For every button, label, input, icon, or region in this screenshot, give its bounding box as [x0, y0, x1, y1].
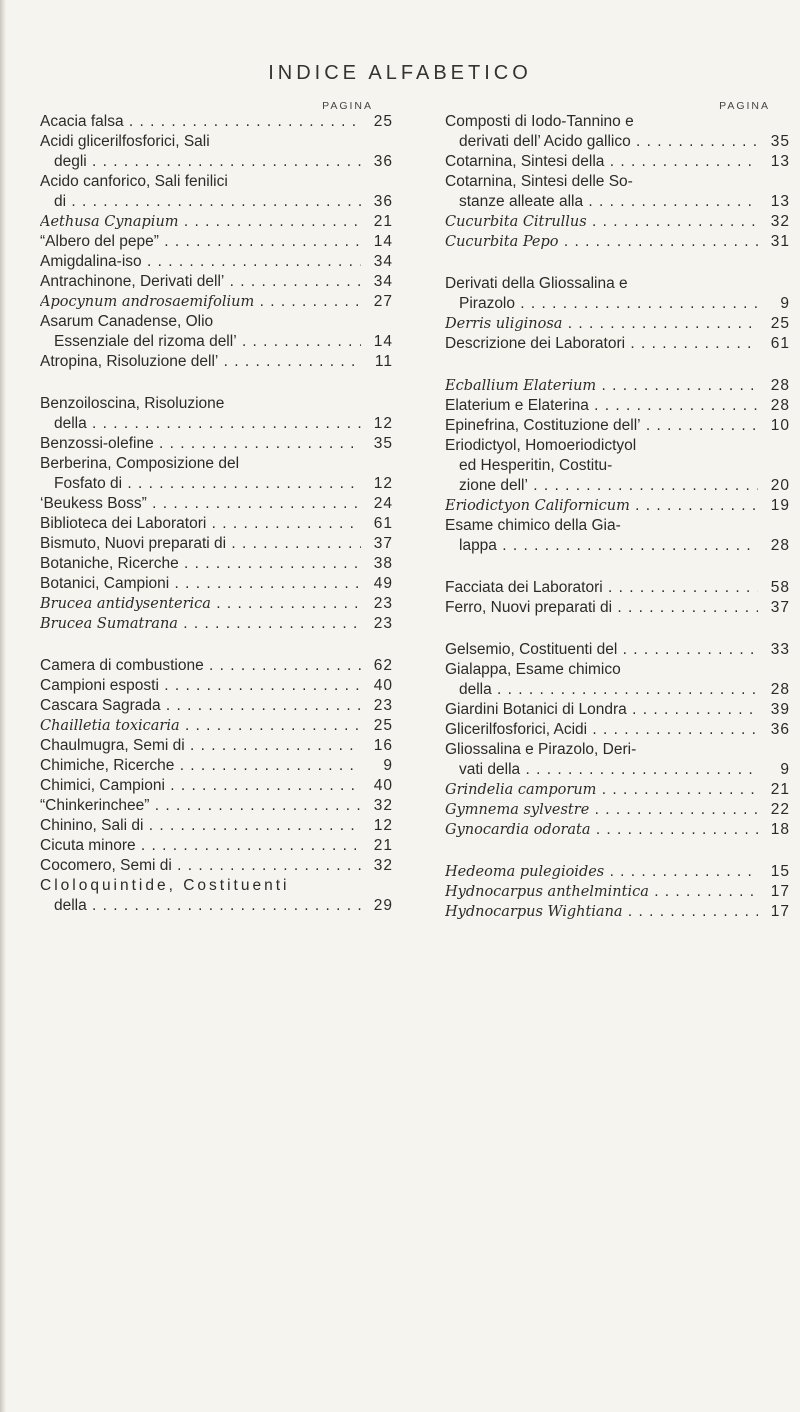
- page-edge-shadow: [0, 0, 6, 1412]
- index-entry-text: Gynocardia odorata . . .: [445, 820, 758, 840]
- page-number: 9: [758, 294, 790, 314]
- index-entry: [40, 696, 393, 716]
- index-entry: [40, 614, 393, 634]
- page-number: 27: [361, 292, 393, 312]
- page-number: 35: [361, 434, 393, 454]
- index-entry: [445, 274, 790, 314]
- index-entry: [445, 396, 790, 416]
- index-entry-text: Cascara Sagrada . . .: [40, 696, 361, 716]
- page-number: 38: [361, 554, 393, 574]
- index-entry-text: Hydnocarpus Wightiana . . .: [445, 902, 758, 922]
- page-number: 17: [758, 902, 790, 922]
- index-entry: [40, 454, 393, 494]
- index-entry-text: Derivati della Gliossalina e: [445, 275, 628, 292]
- index-entry-text: Chimici, Campioni . . .: [40, 776, 361, 796]
- page-number: 25: [361, 716, 393, 736]
- index-entry: [40, 232, 393, 252]
- page-number: 13: [758, 192, 790, 212]
- page-number: 19: [758, 496, 790, 516]
- index-entry-text: Chaulmugra, Semi di . . .: [40, 736, 361, 756]
- page-number: 34: [361, 252, 393, 272]
- index-entry-text: Chinino, Sali di . . .: [40, 816, 361, 836]
- index-entry-text: Bismuto, Nuovi preparati di . . .: [40, 534, 361, 554]
- index-entry-text: Gelsemio, Costituenti del . . .: [445, 640, 758, 660]
- index-entry-text: Cocomero, Semi di . . .: [40, 856, 361, 876]
- page-number: 28: [758, 536, 790, 556]
- index-entry: [445, 740, 790, 780]
- index-entry: [445, 152, 790, 172]
- index-entry: [445, 436, 790, 496]
- index-entry: [40, 132, 393, 172]
- index-entry: [445, 516, 790, 556]
- page-number: 32: [758, 212, 790, 232]
- index-entry-text: Eriodictyon Californicum . . .: [445, 496, 758, 516]
- page-number: 36: [758, 720, 790, 740]
- page-number: 25: [361, 112, 393, 132]
- index-entry: [445, 212, 790, 232]
- index-entry-text: di . . .: [40, 192, 361, 212]
- page-number: 21: [361, 212, 393, 232]
- index-entry-text: Cotarnina, Sintesi della . . .: [445, 152, 758, 172]
- index-entry-text: Fosfato di . . .: [40, 474, 361, 494]
- index-entry-text: Brucea antidysenterica . . .: [40, 594, 361, 614]
- index-entry: [40, 394, 393, 434]
- index-entry-text: Botanici, Campioni . . .: [40, 574, 361, 594]
- index-entry: [40, 292, 393, 312]
- page-number: 34: [361, 272, 393, 292]
- page-number: 17: [758, 882, 790, 902]
- page-number: 36: [361, 192, 393, 212]
- index-entry: [445, 112, 790, 152]
- index-entry: [445, 862, 790, 882]
- index-entry: [445, 700, 790, 720]
- page-number: 12: [361, 414, 393, 434]
- index-entry-text: Ecballium Elaterium . . .: [445, 376, 758, 396]
- index-entry: [40, 656, 393, 676]
- index-entry-text: Essenziale del rizoma dell’ . . .: [40, 332, 361, 352]
- index-entry-text: Cloloquintide, Costituenti: [40, 877, 290, 894]
- index-entry: [445, 334, 790, 354]
- index-entry-text: “Albero del pepe” . . .: [40, 232, 361, 252]
- index-entry-text: Grindelia camporum . . .: [445, 780, 758, 800]
- index-entry: [40, 736, 393, 756]
- index-entry-text: Cicuta minore . . .: [40, 836, 361, 856]
- index-entry: [40, 676, 393, 696]
- page-number: 29: [361, 896, 393, 916]
- index-entry: [445, 598, 790, 618]
- index-entry: [40, 212, 393, 232]
- page-number: 40: [361, 676, 393, 696]
- index-entry: [40, 756, 393, 776]
- index-entry: [40, 352, 393, 372]
- index-entry: [40, 816, 393, 836]
- page-number: 10: [758, 416, 790, 436]
- index-entry-text: della . . .: [445, 680, 758, 700]
- index-entry-text: Brucea Sumatrana . . .: [40, 614, 361, 634]
- index-entry: [445, 172, 790, 212]
- index-entry-text: zione dell’ . . .: [445, 476, 758, 496]
- page-number: 21: [361, 836, 393, 856]
- column-heading-pagina: PAGINA: [322, 100, 373, 112]
- index-entry: [445, 820, 790, 840]
- index-entry: [40, 856, 393, 876]
- index-entry: [445, 496, 790, 516]
- index-entry: [40, 776, 393, 796]
- index-entry: [40, 534, 393, 554]
- index-entry-text: degli . . .: [40, 152, 361, 172]
- page-number: 14: [361, 232, 393, 252]
- index-entry: [40, 272, 393, 292]
- page-number: 49: [361, 574, 393, 594]
- index-entry-text: Chailletia toxicaria . . .: [40, 716, 361, 736]
- page-number: 62: [361, 656, 393, 676]
- index-entry-text: Elaterium e Elaterina . . .: [445, 396, 758, 416]
- index-entry-text: Benzossi-olefine . . .: [40, 434, 361, 454]
- index-entry-text: Composti di Iodo-Tannino e: [445, 113, 634, 130]
- index-entry-text: Berberina, Composizione del: [40, 455, 240, 472]
- index-entry-text: Apocynum androsaemifolium . . .: [40, 292, 361, 312]
- page-number: 23: [361, 594, 393, 614]
- index-entry: [445, 640, 790, 660]
- page-number: 28: [758, 396, 790, 416]
- index-entry: [445, 882, 790, 902]
- page-number: 9: [361, 756, 393, 776]
- page-number: 20: [758, 476, 790, 496]
- page-number: 15: [758, 862, 790, 882]
- index-entry: [40, 312, 393, 352]
- index-entry-text: Esame chimico della Gia-: [445, 517, 621, 534]
- index-entry-text: Asarum Canadense, Olio: [40, 313, 214, 330]
- index-entry-text: Gialappa, Esame chimico: [445, 661, 621, 678]
- index-entry-text: Gymnema sylvestre . . .: [445, 800, 758, 820]
- index-entry-text: Ferro, Nuovi preparati di . . .: [445, 598, 758, 618]
- index-entry-text: Descrizione dei Laboratori . . .: [445, 334, 758, 354]
- index-entry-text: Benzoiloscina, Risoluzione: [40, 395, 225, 412]
- index-entry: [445, 232, 790, 252]
- index-entry-text: Epinefrina, Costituzione dell’ . . .: [445, 416, 758, 436]
- page-number: 25: [758, 314, 790, 334]
- page-number: 24: [361, 494, 393, 514]
- page-number: 61: [758, 334, 790, 354]
- index-entry: [445, 376, 790, 396]
- index-entry: [40, 594, 393, 614]
- index-entry-text: Derris uliginosa . . .: [445, 314, 758, 334]
- page-number: 58: [758, 578, 790, 598]
- page-number: 13: [758, 152, 790, 172]
- index-entry-text: della . . .: [40, 414, 361, 434]
- index-entry: [40, 836, 393, 856]
- index-entry: [445, 720, 790, 740]
- index-entry-text: stanze alleate alla . . .: [445, 192, 758, 212]
- index-entry: [40, 514, 393, 534]
- page-number: 18: [758, 820, 790, 840]
- index-entry-text: Hedeoma pulegioides . . .: [445, 862, 758, 882]
- index-entry-text: ‘Beukess Boss” . . .: [40, 494, 361, 514]
- index-entry: [445, 780, 790, 800]
- index-entry-text: Facciata dei Laboratori . . .: [445, 578, 758, 598]
- index-entry: [40, 494, 393, 514]
- index-entry-text: Giardini Botanici di Londra . . .: [445, 700, 758, 720]
- index-entry-text: Camera di combustione . . .: [40, 656, 361, 676]
- index-entry-text: Antrachinone, Derivati dell’ . . .: [40, 272, 361, 292]
- index-entry-text: ed Hesperitin, Costitu-: [459, 457, 613, 474]
- index-entry-text: Gliossalina e Pirazolo, Deri-: [445, 741, 637, 758]
- page-title: INDICE ALFABETICO: [268, 62, 532, 84]
- index-entry: [40, 434, 393, 454]
- index-entry: [445, 314, 790, 334]
- index-column-left: [40, 96, 393, 916]
- index-entry-text: Pirazolo . . .: [445, 294, 758, 314]
- index-entry-text: Cucurbita Citrullus . . .: [445, 212, 758, 232]
- page-number: 28: [758, 680, 790, 700]
- index-entry-text: vati della . . .: [445, 760, 758, 780]
- index-entry-text: Campioni esposti . . .: [40, 676, 361, 696]
- index-entry: [445, 902, 790, 922]
- page-number: 23: [361, 696, 393, 716]
- index-entry-text: Chimiche, Ricerche . . .: [40, 756, 361, 776]
- page-number: 12: [361, 474, 393, 494]
- page-number: 11: [361, 352, 393, 372]
- index-entry: [445, 800, 790, 820]
- index-entry: [40, 876, 393, 916]
- index-entry-text: Acido canforico, Sali fenilici: [40, 173, 228, 190]
- index-entry: [40, 796, 393, 816]
- index-entry: [40, 252, 393, 272]
- index-entry-text: Cotarnina, Sintesi delle So-: [445, 173, 633, 190]
- index-entry: [40, 574, 393, 594]
- index-column-right: [445, 96, 790, 922]
- index-entry-text: lappa . . .: [445, 536, 758, 556]
- page-number: 39: [758, 700, 790, 720]
- page-number: 32: [361, 856, 393, 876]
- index-entry: [445, 578, 790, 598]
- index-entry-text: Glicerilfosforici, Acidi . . .: [445, 720, 758, 740]
- index-entry-text: Biblioteca dei Laboratori . . .: [40, 514, 361, 534]
- page-number: 61: [361, 514, 393, 534]
- index-entry-text: Botaniche, Ricerche . . .: [40, 554, 361, 574]
- index-entry: [40, 716, 393, 736]
- column-heading-pagina: PAGINA: [719, 100, 770, 112]
- index-entry: [40, 172, 393, 212]
- page-number: 21: [758, 780, 790, 800]
- index-entry-text: Hydnocarpus anthelmintica . . .: [445, 882, 758, 902]
- index-entry-text: Acacia falsa . . .: [40, 112, 361, 132]
- page-number: 12: [361, 816, 393, 836]
- page-number: 9: [758, 760, 790, 780]
- page-number: 32: [361, 796, 393, 816]
- page-number: 23: [361, 614, 393, 634]
- index-entry-text: derivati dell’ Acido gallico . . .: [445, 132, 758, 152]
- page-number: 22: [758, 800, 790, 820]
- index-entry: [40, 554, 393, 574]
- index-entry: [40, 112, 393, 132]
- page-number: 33: [758, 640, 790, 660]
- page-number: 31: [758, 232, 790, 252]
- index-entry-text: Atropina, Risoluzione dell’ . . .: [40, 352, 361, 372]
- index-entry-text: “Chinkerinchee” . . .: [40, 796, 361, 816]
- index-entry-text: Acidi glicerilfosforici, Sali: [40, 133, 210, 150]
- page-number: 35: [758, 132, 790, 152]
- page-number: 14: [361, 332, 393, 352]
- index-entry: [445, 660, 790, 700]
- page-number: 16: [361, 736, 393, 756]
- index-entry-text: Cucurbita Pepo . . .: [445, 232, 758, 252]
- page-number: 28: [758, 376, 790, 396]
- page-number: 36: [361, 152, 393, 172]
- index-entry-text: della . . .: [40, 896, 361, 916]
- page-number: 37: [758, 598, 790, 618]
- index-entry: [445, 416, 790, 436]
- index-entry-text: Eriodictyol, Homoeriodictyol: [445, 437, 637, 454]
- index-entry-text: Amigdalina-iso . . .: [40, 252, 361, 272]
- index-entry-text: Aethusa Cynapium . . .: [40, 212, 361, 232]
- page-number: 40: [361, 776, 393, 796]
- page-number: 37: [361, 534, 393, 554]
